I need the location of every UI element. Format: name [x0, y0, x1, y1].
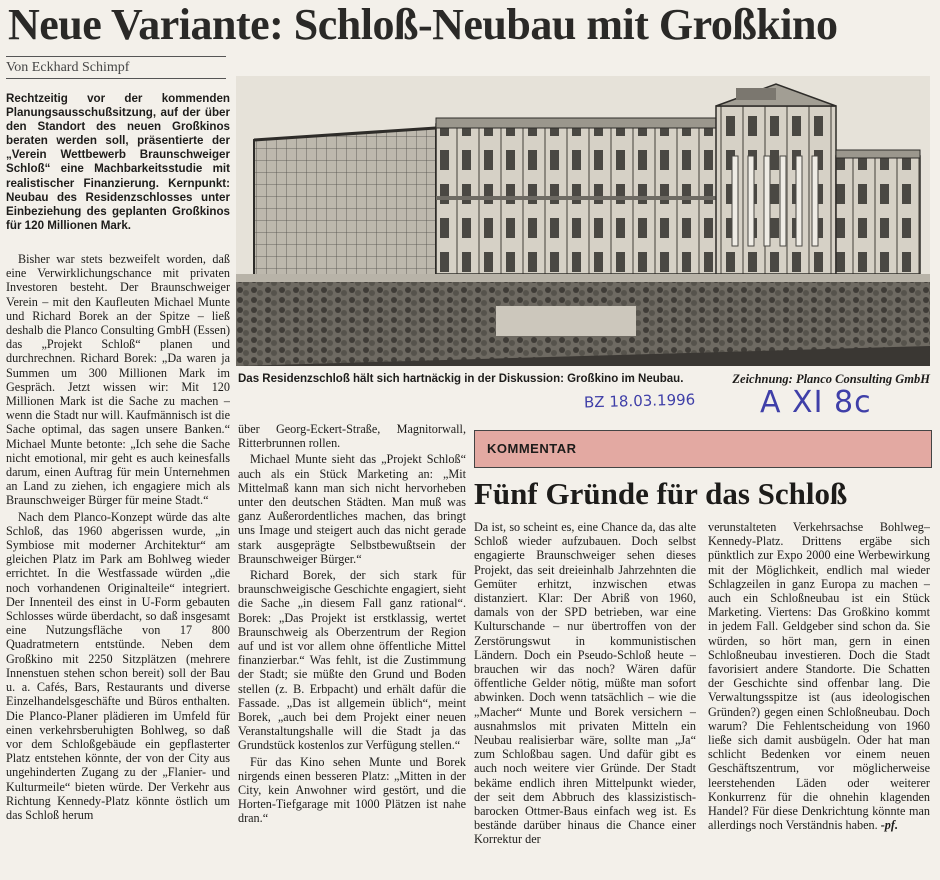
commentary-title: Fünf Gründe für das Schloß — [474, 476, 848, 511]
palace-illustration — [236, 76, 930, 366]
author-signature: -pf. — [880, 818, 898, 833]
article-column-1 — [6, 252, 230, 877]
commentary-column-2 — [708, 520, 930, 880]
palace-drawing — [236, 76, 930, 366]
commentary-text: verunstalteten Verkehrsachse Bohlweg–Kennedy-Platz. Drittens ergäbe sich pünktlich zur Expo 2000 eine Werbewirkung mit der Möglichkeit, endlich mal wieder Schlagzeilen in ganz Europa zu machen – auch ein Schloßneubau ist ein Stück Marketing. Viertens: Das Großkino kommt in jedem Fall. Geldgeber sind schon da. Sie würden, so hört man, gern in einen Schloßneubau investieren. Doch die Stadt favorisiert andere Standorte. Die Schatten der Geschichte sind offenbar lang. Die Verwaltungsspitze ist (aus ideologischen Gründen?) gegen einen Schloßneubau. Doch warum? Die Fehlentscheidung von 1960 ließe sich damit ausbügeln. Oder hat man schlicht Bedenken vor einem neuen Geschäftszentrum, vor möglicherweise leerstehenden Läden oder weiterer Konkurrenz für die ohnehin klagenden Handel? Für diese Denkrichtung könnte man allerdings noch Verständnis haben. — [708, 520, 930, 833]
article-paragraph: über Georg-Eckert-Straße, Magnitorwall, Ritterbrunnen rollen. — [238, 422, 466, 451]
handwritten-date: BZ 18.03.1996 — [583, 390, 696, 412]
lead-paragraph: Rechtzeitig vor der kommenden Planungsausschußsitzung, auf der über den Standort des neuen Großkinos beraten werden soll, präsentierte der „Verein Wettbewerb Braunschweiger Schloß“ eine Machbarkeitsstudie mit realistischer Finanzierung. Kernpunkt: Neubau des Residenzschlosses unter Einbeziehung des geplanten Großkinos für 120 Millionen Mark. — [6, 92, 230, 232]
commentary-paragraph — [708, 520, 930, 832]
figure-credit: Zeichnung: Planco Consulting GmbH — [732, 372, 930, 386]
article-paragraph: Nach dem Planco-Konzept würde das alte Schloß, das 1960 abgerissen wurde, „in Symbiose mit moderner Architektur“ am gleichen Platz im Park am Bohlweg wieder errichtet. In die Westfassade würden „die noch vorhandenen Originalteile“ integriert. Der Innenteil des einst in U-Form gebauten Schlosses würde überdacht, so daß insgesamt eine Nutzungsfläche von 17 800 Quadratmetern entstünde. Neben dem Großkino mit 2250 Sitzplätzen (mehrere Innenstuen stehen schon bereit) soll der Bau u. a. Cafés, Bars, Restaurants und diverse Einzelhandelsgeschäfte und Büros enthalten. Die Planco-Planer plädieren im Umfeld für einen verkehrsberuhigten Bohlweg, so daß vor dem Schloßgebäude ein gepflasterter Platz entstehen könnte, der von der City aus ungehinderten Zugang zu der „Flanier- und Kulturmeile“ bieten würde. Der Verkehr aus Richtung Kennedy-Platz könnte östlich um das Schloß herum — [6, 509, 230, 822]
commentary-paragraph: Da ist, so scheint es, eine Chance da, das alte Schloß wieder aufzubauen. Doch selbst engagierte Braunschweiger sehen dieses Projekt, das seit dreieinhalb Jahrzehnten die Gemüter erhitzt, inzwischen etwas distanziert. Klar: Der Abriß von 1960, damals von der SPD betrieben, war eine Kulturschande – nur übertroffen von der Zerstörungswut in kommunistischen Ländern. Doch ein Pseudo-Schloß heute – brauchen wir das noch? Wären dafür öffentliche Gelder nötig, müßte man sofort abwinken. Doch wenn tatsächlich – wie die „Macher“ Munte und Borek versichern – ausnahmslos mit privaten Mitteln ein Neubau realisierbar wäre, sollte man „Ja“ zum Schloßbau sagen. Und dafür gibt es auch noch weitere vier Gründe. Der Stadt bekäme endlich ihren Mittelpunkt wieder, der seit dem Abbruch des klassizistisch-barocken Ottmer-Baus einfach weg ist. Es bestände darüber hinaus die Chance einer Korrektur der — [474, 520, 696, 847]
figure-caption: Das Residenzschloß hält sich hartnäckig in der Diskussion: Großkino im Neubau. — [238, 373, 684, 385]
archive-mark: A XI 8c — [760, 385, 872, 420]
byline: Von Eckhard Schimpf — [6, 56, 226, 79]
commentary-column-1 — [474, 520, 696, 880]
article-paragraph: Bisher war stets bezweifelt worden, daß eine Verwirklichungschance mit privaten Investoren besteht. Der Braunschweiger Verein – mit den Kaufleuten Michael Munte und Richard Borek an der Spitze – ließ deshalb die Planco Consulting GmbH (Essen) das „Projekt Schloß“ planen und durchrechnen. Richard Borek: „Da waren ja Summen um 300 Millionen Mark im Gespräch. Jetzt wissen wir: Mit 120 Millionen Mark ist die Sache zu machen – wenn die Stadt nur will. Kaufmännisch ist die Sache optimal, das sagen unsere Banken.“ Michael Munte betonte: „Ich sehe die Sache nicht emotional, mir geht es auch keinesfalls darum, einen Auftrag für mein Unternehmen an Land zu ziehen, ich engagiere mich als Braunschweiger Bürger für meine Stadt.“ — [6, 252, 230, 508]
article-paragraph: Für das Kino sehen Munte und Borek nirgends einen besseren Platz: „Mitten in der City, kein Anwohner wird gestört, und die Horten-Tiefgarage mit 1000 Plätzen ist nahe dran.“ — [238, 754, 466, 826]
article-column-2 — [238, 422, 466, 877]
article-paragraph: Michael Munte sieht das „Projekt Schloß“ auch als ein Stück Marketing an: „Mit Mittelmaß kann man sich nicht hervorheben unter den deutschen Städten. Man muß was ganz Außerordentliches machen, das bringt uns Image und steigert auch das nicht gerade stark ausgeprägte Selbstbewußtsein der Braunschweiger Bürger.“ — [238, 452, 466, 566]
kommentar-banner — [474, 430, 932, 468]
kommentar-label: KOMMENTAR — [487, 441, 577, 456]
headline: Neue Variante: Schloß-Neubau mit Großkino — [8, 0, 838, 49]
article-paragraph: Richard Borek, der sich stark für braunschweigische Geschichte engagiert, sieht die Sache „in diesem Fall ganz rational“. Borek: „Das Projekt ist erstklassig, wertet Braunschweig als Oberzentrum der Region auf und ist vor allem ohne öffentliche Mittel finanzierbar.“ Was fehlt, ist die Zustimmung der Stadt; sie müßte den Grund und Boden stellen (z. B. Erbpacht) und erhält dafür die Fassade. „Das ist allgemein üblich“, meint Borek, „auch bei dem Projekt einer neuen Veranstaltungshalle will die Stadt ja das Grundstück kostenlos zur Verfügung stellen.“ — [238, 568, 466, 753]
